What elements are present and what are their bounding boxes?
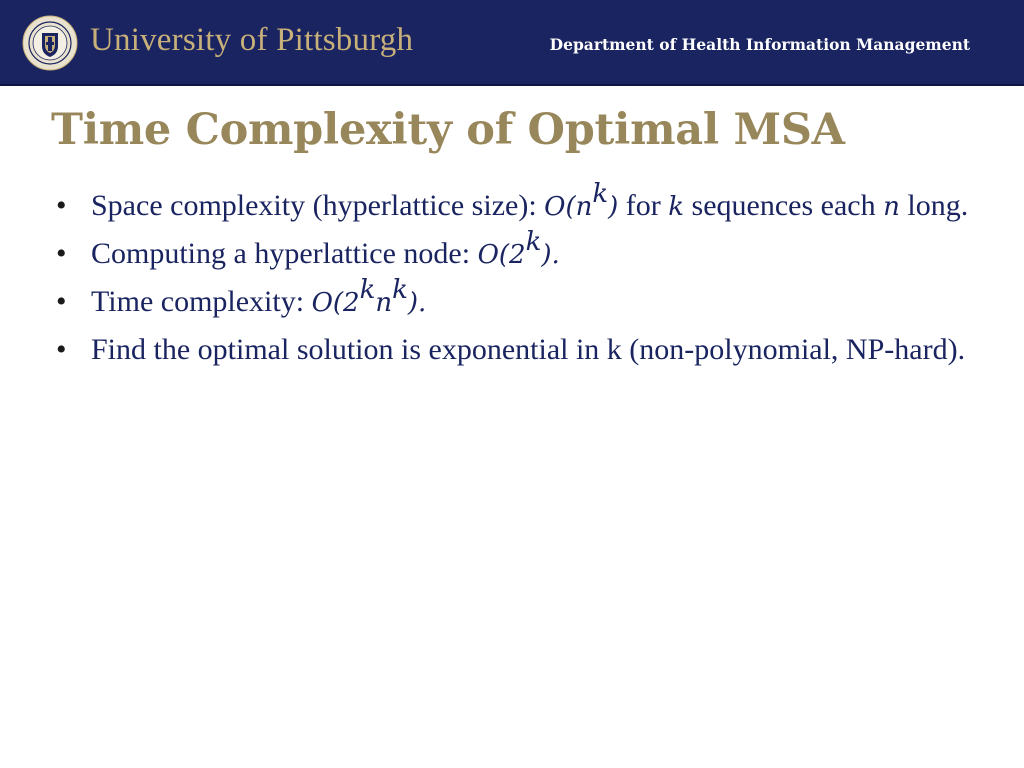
math-term: O(n xyxy=(544,192,593,222)
university-seal-icon xyxy=(22,15,78,71)
header-bar xyxy=(0,0,1024,86)
math-term: ). xyxy=(541,240,560,270)
bullet-text: Time complexity: xyxy=(91,285,312,318)
math-term: n xyxy=(883,192,900,222)
bullet-space-complexity xyxy=(56,179,986,225)
department-name: Department of Health Information Management xyxy=(549,35,970,54)
bullet-text: for xyxy=(618,189,669,222)
math-term: ) xyxy=(608,192,619,222)
bullet-node-complexity xyxy=(56,227,986,273)
math-term: O(2 xyxy=(477,240,526,270)
math-superscript: k xyxy=(359,275,376,305)
math-superscript: k xyxy=(592,179,609,209)
bullet-text: long. xyxy=(899,189,969,222)
bullet-text: Computing a hyperlattice node: xyxy=(91,237,478,270)
math-superscript: k xyxy=(525,227,542,257)
bullet-time-complexity xyxy=(56,275,986,321)
bullet-np-hard xyxy=(56,332,986,367)
bullet-text: Space complexity (hyperlattice size): xyxy=(91,189,545,222)
math-superscript: k xyxy=(392,275,408,305)
math-term: k xyxy=(668,192,685,222)
math-term: n xyxy=(375,288,393,318)
university-wordmark: University of Pittsburgh xyxy=(90,22,414,58)
math-term: ). xyxy=(407,288,427,318)
bullet-text: Find the optimal solution is exponential in k (non-polynomial, NP-hard). xyxy=(91,333,966,366)
bullet-text: sequences each xyxy=(684,189,884,222)
math-term: O(2 xyxy=(311,288,360,318)
slide-title: Time Complexity of Optimal MSA xyxy=(51,105,845,155)
bullet-list xyxy=(56,179,986,378)
